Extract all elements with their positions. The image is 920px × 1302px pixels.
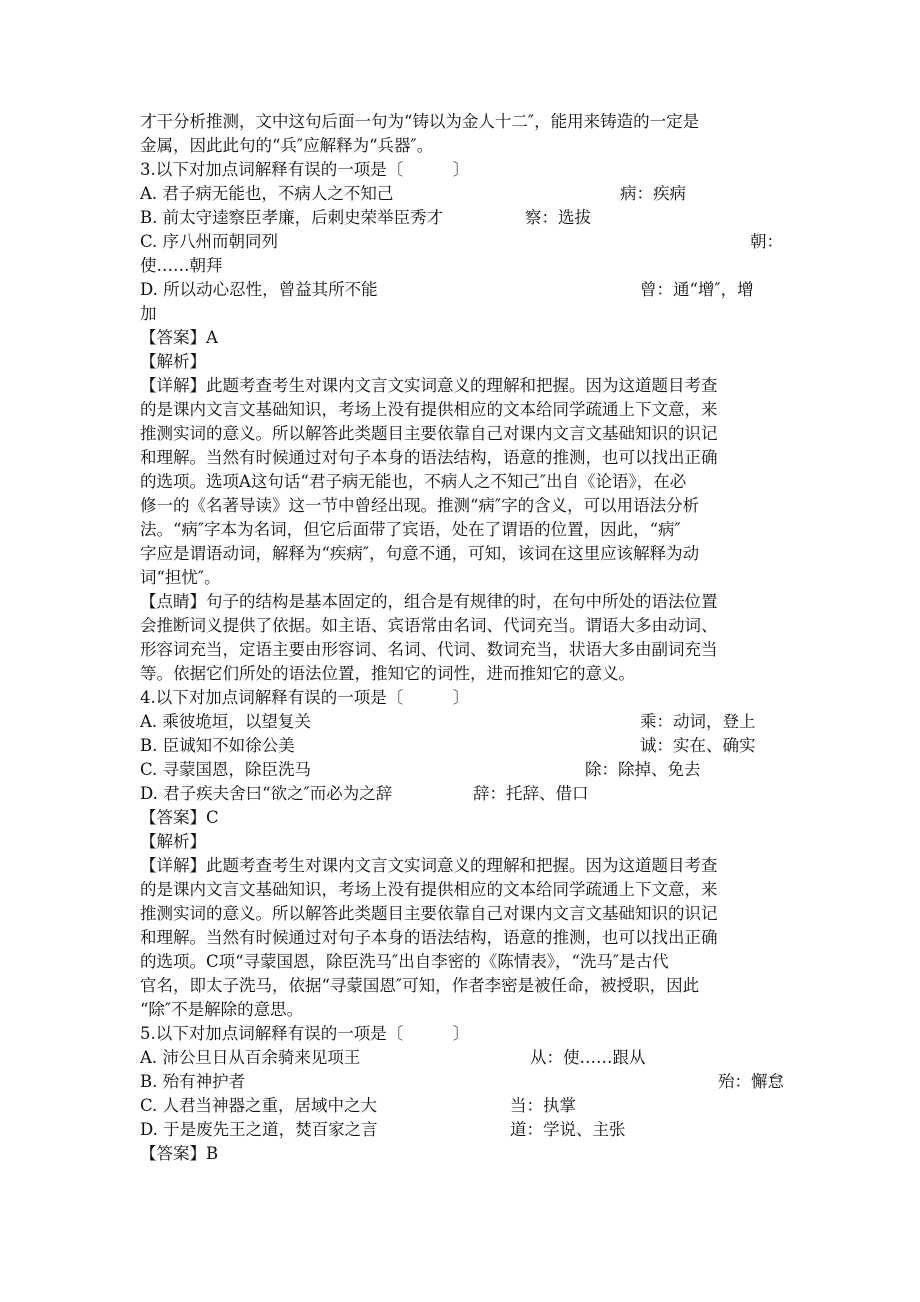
q4-option-b <box>140 734 790 758</box>
q5-option-a-explanation: 从：使……跟从 <box>530 1048 646 1067</box>
q4-detail-line: 【详解】此题考查考生对课内文言文实词意义的理解和把握。因为这道题目考查 <box>140 856 718 875</box>
q5-option-c-text: C. 人君当神器之重，居域中之大 <box>140 1096 378 1115</box>
q3-option-b-explanation: 察：选拔 <box>525 208 591 227</box>
q3-option-d-cont: 加 <box>140 304 157 323</box>
q3-detail-line: 的选项。选项A这句话“君子病无能也，不病人之不知己″出自《论语》，在必 <box>140 472 687 491</box>
q3-detail-line: 法。“病″字本为名词，但它后面带了宾语，处在了谓语的位置，因此，“病″ <box>140 520 681 539</box>
q3-answer: 【答案】A <box>140 328 218 347</box>
document-page <box>140 110 790 1166</box>
q3-detail-line: 修一的《名著导读》这一节中曾经出现。推测“病″字的含义，可以用语法分析 <box>140 496 700 515</box>
q3-tip-line: 形容词充当，定语主要由形容词、名词、代词、数词充当，状语大多由副词充当 <box>140 640 718 659</box>
intro-line-1: 才干分析推测，文中这句后面一句为“铸以为金人十二″，能用来铸造的一定是 <box>140 112 700 131</box>
q4-detail-line: 推测实词的意义。所以解答此类题目主要依靠自己对课内文言文基础知识的识记 <box>140 904 718 923</box>
q3-detail-line: 【详解】此题考查考生对课内文言文实词意义的理解和把握。因为这道题目考查 <box>140 376 718 395</box>
q5-option-a <box>140 1046 790 1070</box>
q4-option-a <box>140 710 790 734</box>
q3-option-a-explanation: 病：疾病 <box>620 184 686 203</box>
q4-option-d-explanation: 辞：托辞、借口 <box>473 784 589 803</box>
q3-tip-line: 会推断词义提供了依据。如主语、宾语常由名词、代词充当。谓语大多由动词、 <box>140 616 718 635</box>
q5-answer: 【答案】B <box>140 1144 219 1163</box>
q4-stem: 4.以下对加点词解释有误的一项是〔 〕 <box>140 688 470 707</box>
q5-option-a-text: A. 沛公旦日从百余骑来见项王 <box>140 1048 361 1067</box>
q3-detail-line: 推测实词的意义。所以解答此类题目主要依靠自己对课内文言文基础知识的识记 <box>140 424 718 443</box>
q3-option-c-explanation: 朝： <box>750 232 783 251</box>
q3-detail-line: 字应是谓语动词，解释为“疾病″，句意不通，可知，该词在这里应该解释为动 <box>140 544 700 563</box>
q3-option-a <box>140 182 790 206</box>
q3-detail-line: 的是课内文言文基础知识，考场上没有提供相应的文本给同学疏通上下文意，来 <box>140 400 718 419</box>
q4-analysis-heading: 【解析】 <box>140 832 206 851</box>
q4-detail-line: 官名，即太子洗马，依据“寻蒙国恩″可知，作者李密是被任命，被授职，因此 <box>140 976 700 995</box>
q5-option-d <box>140 1118 790 1142</box>
q5-option-c-explanation: 当：执掌 <box>510 1096 576 1115</box>
q5-option-b-text: B. 殆有神护者 <box>140 1072 246 1091</box>
q3-option-b <box>140 206 790 230</box>
q3-option-d-text: D. 所以动心忍性，曾益其所不能 <box>140 280 378 299</box>
q5-option-b <box>140 1070 790 1094</box>
q4-answer: 【答案】C <box>140 808 219 827</box>
q4-option-b-text: B. 臣诚知不如徐公美 <box>140 736 295 755</box>
q3-option-a-text: A. 君子病无能也，不病人之不知己 <box>140 184 394 203</box>
intro-line-2: 金属，因此此句的“兵″应解释为“兵器″。 <box>140 136 434 155</box>
q5-option-d-text: D. 于是废先王之道，焚百家之言 <box>140 1120 378 1139</box>
q3-option-d-explanation: 曾：通“增″，增 <box>640 280 754 299</box>
q4-option-a-text: A. 乘彼垝垣，以望复关 <box>140 712 311 731</box>
q4-option-a-explanation: 乘：动词，登上 <box>640 712 756 731</box>
q4-option-c-explanation: 除：除掉、免去 <box>585 760 701 779</box>
q4-option-c <box>140 758 790 782</box>
q5-stem: 5.以下对加点词解释有误的一项是〔 〕 <box>140 1024 470 1043</box>
q4-detail-line: 和理解。当然有时候通过对句子本身的语法结构，语意的推测，也可以找出正确 <box>140 928 718 947</box>
q3-option-b-text: B. 前太守逵察臣孝廉，后刺史荣举臣秀才 <box>140 208 444 227</box>
q4-detail-line: 的是课内文言文基础知识，考场上没有提供相应的文本给同学疏通上下文意，来 <box>140 880 718 899</box>
q4-option-b-explanation: 诚：实在、确实 <box>640 736 756 755</box>
q3-option-c-text: C. 序八州而朝同列 <box>140 232 279 251</box>
q4-detail-line: “除″不是解除的意思。 <box>140 1000 304 1019</box>
q3-tip-line: 【点睛】句子的结构是基本固定的，组合是有规律的时，在句中所处的语法位置 <box>140 592 718 611</box>
q3-option-d <box>140 278 790 302</box>
q3-option-c-cont: 使……朝拜 <box>140 256 223 275</box>
q4-detail-line: 的选项。C项“寻蒙国恩，除臣洗马″出自李密的《陈情表》，“洗马″是古代 <box>140 952 669 971</box>
q5-option-d-explanation: 道：学说、主张 <box>510 1120 626 1139</box>
q5-option-c <box>140 1094 790 1118</box>
q5-option-b-explanation: 殆：懈怠 <box>718 1072 784 1091</box>
q3-analysis-heading: 【解析】 <box>140 352 206 371</box>
q4-option-d <box>140 782 790 806</box>
q4-option-d-text: D. 君子疾夫舍曰“欲之″而必为之辞 <box>140 784 393 803</box>
q3-option-c <box>140 230 790 254</box>
q3-tip-line: 等。依据它们所处的语法位置，推知它的词性，进而推知它的意义。 <box>140 664 635 683</box>
q3-stem: 3.以下对加点词解释有误的一项是〔 〕 <box>140 160 470 179</box>
q3-detail-line: 词“担忧″。 <box>140 568 221 587</box>
q4-option-c-text: C. 寻蒙国恩，除臣洗马 <box>140 760 312 779</box>
q3-detail-line: 和理解。当然有时候通过对句子本身的语法结构，语意的推测，也可以找出正确 <box>140 448 718 467</box>
